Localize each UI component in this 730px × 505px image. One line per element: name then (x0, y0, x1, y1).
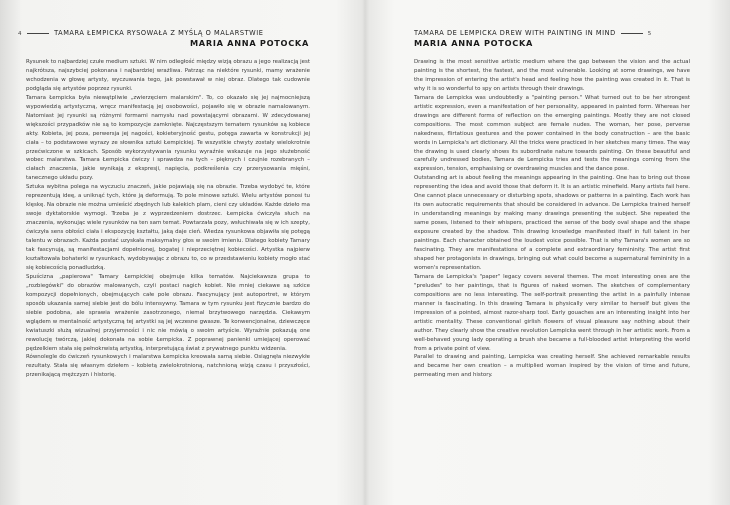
paragraph: Tamara Łempicka była niewątpliwie „zwierzęciem malarskim". To, co okazało się jej najmocniejszą wypowiedzią artystyczną, wręcz manifestacją jej osobowości, pojawiło się w obrazie namalowanym. Natomiast jej rysunki są różnymi formami namysłu nad powstającymi obrazami. W zdecydowanej większości przypadków nie są to kompozycje zamknięte. Najczęstszym tematem rysunków są kobiece akty. Kobieta, jej poza, perwersja jej nagości, kokieteryjność gestu, potęga zawarta w konstrukcji jej ciała – to podstawowe wyrazy ze słownika sztuki Łempickiej. Te wszystkie chwyty zostały wielokrotnie przećwiczone w szkicach. Sposób wykorzystywania rysunku wyraźnie wskazuje na jego służebność wobec malarstwa. Tamara Łempicka ćwiczy i sprawdza na tych – pięknych i czujnie rozebranych – ciałach znaczenia, jakie wynikają z ekspresji, napięcia, podkreślenia czy przerysowania mięśni, tanecznego układu pozy. (26, 94, 310, 182)
paragraph: Drawing is the most sensitive artistic medium where the gap between the vision and the actual painting is the shortest, the fastest, and the most vulnerable. Looking at some drawings, we have the impression of entering the artist's head and feeling how the painting was created in it. That is why it is so wonderful to spy on artists through their drawings. (414, 59, 690, 92)
running-head-text: TAMARA ŁEMPICKA RYSOWAŁA Z MYŚLĄ O MALARSTWIE (54, 29, 264, 37)
paragraph: Równolegle do ćwiczeń rysunkowych i malarstwa Łempicka kreowała samą siebie. Osiągnęła niezwykłe rezultaty. Stała się własnym dziełem – kobietą zwielokrotnioną, natchnioną wizją czasu i przyszłości, przenikającą mężczyzn i historię. (26, 354, 310, 379)
rule-divider (621, 33, 643, 34)
running-head-left (18, 29, 263, 37)
paragraph: Spuścizna „papierowa" Tamary Łempickiej obejmuje kilka tematów. Najciekawsza grupa to „rozbiegówki" do obrazów malowanych, czyli postaci nagich kobiet. Nie mniej ciekawe są szkice kompozycji dopełnionych, obejmujących całe pole obrazu. Fascynujący jest autoportret, w którym sposób ukazania samej siebie jest do bólu intensywny. Tamara w tym rysunku jest fizycznie bardzo do siebie podobna, ale sprawia wrażenie zasotrzonego, niemal brzytwowego narzędzia. Ciekawym wglądem w mentalność artystyczną tej artystki są jej wczesne gwasze. Te konwencjonalne, dziewczęce kwiatuszki służą wizualnej przyjemności i nic nie mówią o swoim artyście. Wyraźnie pokazują one rewolucję twórczą, jakiej dokonała na sobie Łempicka. Z poprawnej panienki umiejącej operować pędzelkiem stała się pełnokrwistą artystką, interpretującą świat z prywatnego punktu widzenia. (26, 273, 310, 352)
paragraph: Tamara de Lempicka's "paper" legacy covers several themes. The most interesting ones are the "preludes" to her paintings, that is figures of naked women. The sketches of complementary compositions are no less interesting. The self-portrait presenting the artist in a painfully intense manner is fascinating. In this drawing Tamara is physically very similar to herself but gives the impression of a pointed, almost razor-sharp tool. Early gouaches are an interesting insight into her artistic mentality. These conventional girlish flowers of visual pleasure say nothing about their author. They clearly show the creative revolution Lempicka went through in her artistic work. From a well-behaved young lady operating a brush she became a full-blooded artist interpreting the world from a private point of view. (414, 273, 690, 352)
page-number-right: 5 (647, 31, 652, 37)
running-head-right (414, 29, 652, 37)
author-name-left: MARIA ANNA POTOCKA (189, 38, 309, 48)
author-name-right: MARIA ANNA POTOCKA (414, 38, 534, 48)
page-number-left: 4 (18, 31, 23, 37)
body-text-polish (26, 58, 310, 380)
right-page (365, 0, 730, 505)
paragraph: Rysunek to najbardziej czułe medium sztuki. W nim odległość między wizją obrazu a jego realizacją jest najkrótsza, najszybciej pokonana i najbardziej wrażliwa. Patrząc na niektóre rysunki, mamy wrażenie wchodzenia w głowę artysty, wyczuwania tego, jak powstawał w niej obraz. Dlatego tak cudownie podgląda się artystów poprzez rysunki. (26, 59, 310, 92)
paragraph: Sztuka wybitna polega na wyczuciu znaczeń, jakie pojawiają się na obrazie. Trzeba wydobyć te, które reprezentują ideę, a uniknąć tych, które ją deformują. To pole minowe sztuki. Wielu artystów ponosi tu klęskę. Na obrazie nie można umieścić zbędnych lub kalekich plam, cieni czy układów. Każde dzieło ma swoje dyktatorskie wymogi. Trzeba je z wyprzedzeniem dostrzec. Łempicka ćwiczyła słuch na znaczenia, wykonując wiele rysunków na ten sam temat. Powtarzała pozy, wsłuchiwała się w ich szepty, ćwiczyła sens obłości ciała i ekspozycję kształtu, jaką daje cień. Wiedza rysunkowa objawiła się potęgą talentu w obrazach. Każda postać uzyskała maksymalny głos w swoim imieniu. Dlatego kobiety Tamary tak fascynują, są manifestacjami dopełnionej, bogatej i nieprzeciętnej kobiecości. Artystka najpierw kształtowała bohaterki w rysunkach, wydobywając z obrazu to, co w przedstawieniu kobiety mogło stać się kobiecością ponadludzką. (26, 184, 310, 271)
rule-divider (27, 33, 49, 34)
body-text-english (414, 58, 690, 380)
paragraph: Tamara de Lempicka was undoubtedly a "painting person." What turned out to be her strongest artistic expression, even a manifestation of her personality, appeared in painted form. Whereas her drawings are different forms of reflection on the emerging paintings. Mostly they are not closed compositions. The most common subject are female nudes. The woman, her pose, perverse nakedness, flirtatious gestures and the power contained in the body construction – are the basic words in Lempicka's art dictionary. All the tricks were practiced in her sketches many times. The way the drawing is used clearly shows its subordinate nature towards painting. On these beautiful and carefully undressed bodies, Tamara de Lempicka tries and tests the meanings coming from the expression, tension, emphasising or overdrawing muscles and the dance pose. (414, 94, 690, 173)
running-head-text: TAMARA DE LEMPICKA DREW WITH PAINTING IN MIND (414, 29, 616, 37)
paragraph: Outstanding art is about feeling the meanings appearing in the painting. One has to bring out those representing the idea and avoid those that deform it. It is an artistic minefield. Many artists fail here. One cannot place unnecessary or disturbing spots, shadows or patterns in a painting. Each work has its own autocratic requirements that should be considered in advance. De Lempicka trained herself in understanding meanings by making many drawings presenting the subject. She repeated the same poses, listened to their whispers, practiced the sense of the body oval shape and the shape exposure created by the shadow. This drawing knowledge manifested itself in full talent in her paintings. Each character obtained the loudest voice possible. That is why Tamara's women are so fascinating. They are manifestations of a complete and extraordinary femininity. The artist first shaped her protagonists in drawings, bringing out what could become a supernatural femininity in a women's representation. (414, 175, 690, 271)
paragraph: Parallel to drawing and painting, Lempicka was creating herself. She achieved remarkable results and became her own creation – a multiplied woman inspired by the vision of time and future, permeating men and history. (414, 354, 690, 379)
